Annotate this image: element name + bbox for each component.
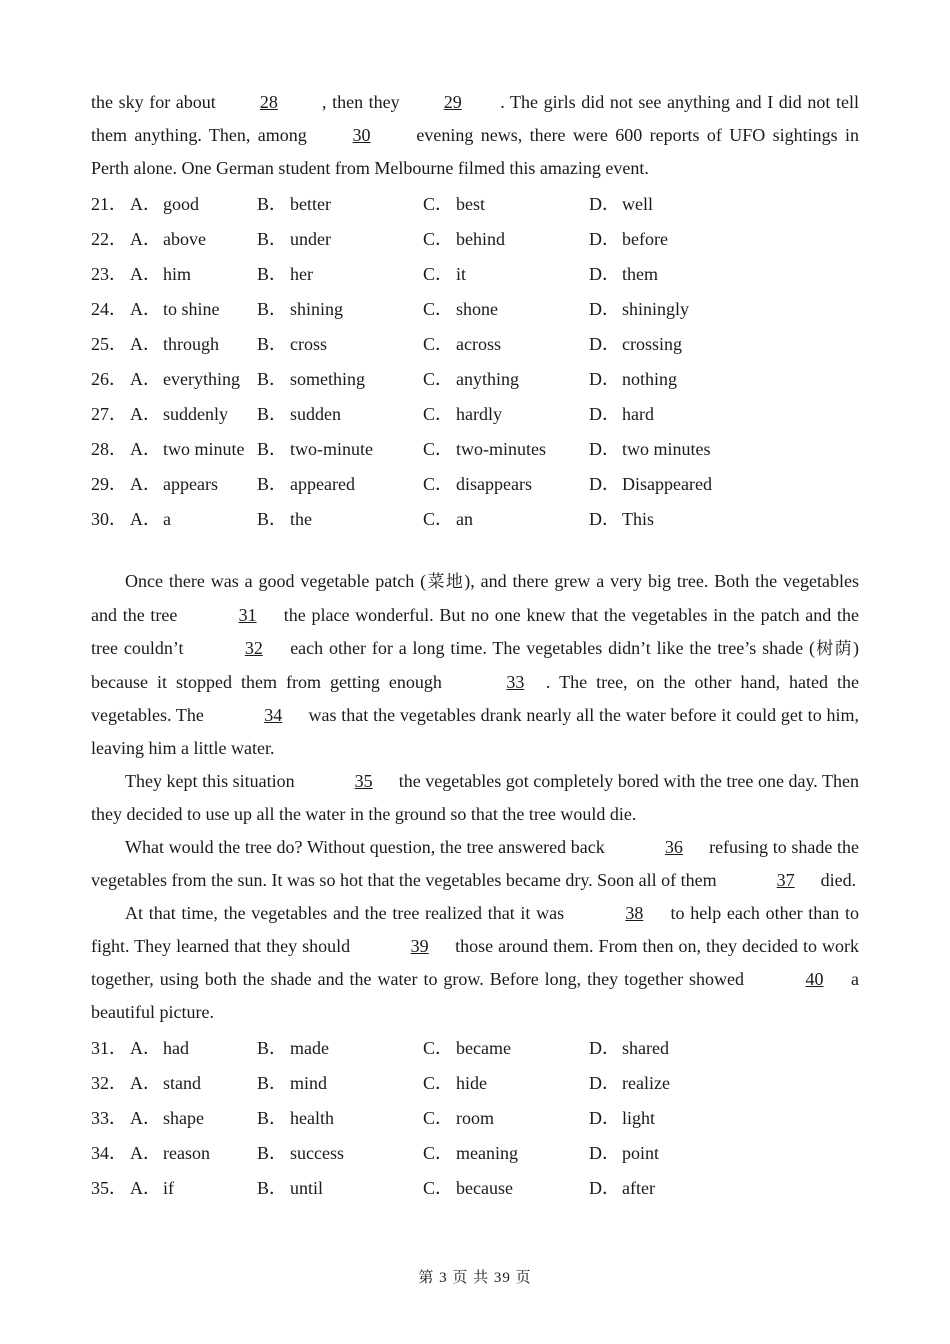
option-text: reason xyxy=(163,1142,210,1163)
option-text: until xyxy=(290,1177,324,1198)
option-b xyxy=(257,505,423,531)
option-d xyxy=(589,470,712,496)
option-letter: B． xyxy=(257,333,288,354)
option-a xyxy=(130,470,257,496)
option-text: This xyxy=(622,508,655,529)
question-row xyxy=(91,255,859,290)
question-number: 27． xyxy=(91,403,127,424)
option-d xyxy=(589,1069,670,1095)
option-letter: C． xyxy=(423,193,454,214)
option-letter: A． xyxy=(130,1107,161,1128)
option-text: two-minute xyxy=(290,438,373,459)
option-d xyxy=(589,295,689,321)
option-d xyxy=(589,435,711,461)
option-text: sudden xyxy=(290,403,341,424)
passage-2-paragraph-3 xyxy=(91,831,859,897)
option-text: success xyxy=(290,1142,344,1163)
option-letter: B． xyxy=(257,193,288,214)
option-letter: D． xyxy=(589,1142,620,1163)
option-c xyxy=(423,505,589,531)
option-a xyxy=(130,295,257,321)
option-c xyxy=(423,1174,589,1200)
option-b xyxy=(257,225,423,251)
passage-2-paragraph-2 xyxy=(91,765,859,831)
option-text: hardly xyxy=(456,403,502,424)
option-text: two minute xyxy=(163,438,245,459)
option-d xyxy=(589,1139,659,1165)
option-letter: D． xyxy=(589,403,620,424)
option-text: nothing xyxy=(622,368,678,389)
option-text: everything xyxy=(163,368,240,389)
option-letter: C． xyxy=(423,508,454,529)
blank-37: 37 xyxy=(776,870,795,890)
option-text: hard xyxy=(622,403,654,424)
option-text: through xyxy=(163,333,219,354)
option-letter: A． xyxy=(130,193,161,214)
question-row xyxy=(91,325,859,360)
option-letter: B． xyxy=(257,298,288,319)
option-text: anything xyxy=(456,368,519,389)
option-b xyxy=(257,190,423,216)
passage-2-paragraph-1 xyxy=(91,565,859,765)
option-text: realize xyxy=(622,1072,670,1093)
option-text: meaning xyxy=(456,1142,518,1163)
blank-30: 30 xyxy=(352,125,371,145)
option-text: above xyxy=(163,228,206,249)
option-letter: D． xyxy=(589,1177,620,1198)
option-letter: A． xyxy=(130,1142,161,1163)
option-a xyxy=(130,1174,257,1200)
question-row xyxy=(91,360,859,395)
question-number: 22． xyxy=(91,228,127,249)
option-b xyxy=(257,1139,423,1165)
option-text: best xyxy=(456,193,485,214)
option-letter: A． xyxy=(130,1177,161,1198)
option-b xyxy=(257,470,423,496)
option-letter: D． xyxy=(589,263,620,284)
option-letter: C． xyxy=(423,368,454,389)
option-letter: C． xyxy=(423,1072,454,1093)
passage-text: those around them. From then on, they decided to work together, using both the shade and the water to grow. Before long, they together showed xyxy=(91,936,859,989)
option-b xyxy=(257,330,423,356)
option-d xyxy=(589,1104,655,1130)
option-text: hide xyxy=(456,1072,487,1093)
option-text: an xyxy=(456,508,473,529)
blank-36: 36 xyxy=(664,837,683,857)
passage-text: At that time, the vegetables and the tree realized that it was xyxy=(125,903,570,923)
blank-35: 35 xyxy=(354,771,373,791)
option-letter: A． xyxy=(130,438,161,459)
option-text: before xyxy=(622,228,668,249)
option-a xyxy=(130,225,257,251)
option-d xyxy=(589,190,653,216)
passage-text: . The girls did not see anything and I did not tell them anything. Then, among xyxy=(91,92,859,145)
option-text: shone xyxy=(456,298,498,319)
option-text: two minutes xyxy=(622,438,711,459)
option-letter: D． xyxy=(589,298,620,319)
option-text: because xyxy=(456,1177,513,1198)
option-a xyxy=(130,400,257,426)
blank-38: 38 xyxy=(625,903,644,923)
option-letter: A． xyxy=(130,508,161,529)
option-a xyxy=(130,260,257,286)
option-a xyxy=(130,1034,257,1060)
question-row xyxy=(91,1134,859,1169)
blank-39: 39 xyxy=(410,936,429,956)
option-d xyxy=(589,260,658,286)
option-letter: C． xyxy=(423,403,454,424)
question-number: 29． xyxy=(91,473,127,494)
chinese-gloss: 菜地 xyxy=(426,572,465,592)
option-text: a xyxy=(163,508,171,529)
option-text: had xyxy=(163,1037,189,1058)
option-letter: D． xyxy=(589,368,620,389)
option-letter: A． xyxy=(130,263,161,284)
option-d xyxy=(589,225,668,251)
option-letter: C． xyxy=(423,438,454,459)
passage-text: ), and there grew a very big tree. Both the vegetables and the tree xyxy=(91,571,859,625)
option-text: cross xyxy=(290,333,327,354)
option-letter: B． xyxy=(257,438,288,459)
option-letter: D． xyxy=(589,228,620,249)
option-b xyxy=(257,1069,423,1095)
question-number: 28． xyxy=(91,438,127,459)
passage-text: was that the vegetables drank nearly all the water before it could get to him, leaving him a little water. xyxy=(91,705,859,758)
option-b xyxy=(257,400,423,426)
option-text: to shine xyxy=(163,298,220,319)
option-text: after xyxy=(622,1177,655,1198)
option-letter: D． xyxy=(589,1072,620,1093)
option-text: well xyxy=(622,193,653,214)
option-text: shape xyxy=(163,1107,204,1128)
option-a xyxy=(130,330,257,356)
blank-32: 32 xyxy=(244,638,263,658)
option-a xyxy=(130,435,257,461)
option-letter: C． xyxy=(423,333,454,354)
question-number: 31． xyxy=(91,1037,127,1058)
option-letter: D． xyxy=(589,1107,620,1128)
option-c xyxy=(423,1104,589,1130)
blank-40: 40 xyxy=(805,969,824,989)
question-row xyxy=(91,500,859,535)
option-text: better xyxy=(290,193,331,214)
option-text: shared xyxy=(622,1037,669,1058)
option-a xyxy=(130,365,257,391)
option-text: the xyxy=(290,508,312,529)
option-letter: C． xyxy=(423,1037,454,1058)
question-number: 32． xyxy=(91,1072,127,1093)
option-letter: A． xyxy=(130,298,161,319)
option-text: made xyxy=(290,1037,329,1058)
blank-34: 34 xyxy=(264,705,283,725)
option-c xyxy=(423,435,589,461)
option-text: something xyxy=(290,368,365,389)
option-text: suddenly xyxy=(163,403,228,424)
passage-text: to help each other than to fight. They learned that they should xyxy=(91,903,859,956)
option-letter: D． xyxy=(589,508,620,529)
option-c xyxy=(423,330,589,356)
option-text: two-minutes xyxy=(456,438,546,459)
passage-text: What would the tree do? Without question, the tree answered back xyxy=(125,837,610,857)
option-text: behind xyxy=(456,228,505,249)
question-number: 21． xyxy=(91,193,127,214)
option-letter: D． xyxy=(589,333,620,354)
option-b xyxy=(257,1104,423,1130)
option-d xyxy=(589,1174,655,1200)
passage-text: They kept this situation xyxy=(125,771,300,791)
option-text: him xyxy=(163,263,192,284)
passage-text: , then they xyxy=(316,92,406,112)
option-letter: D． xyxy=(589,1037,620,1058)
option-text: crossing xyxy=(622,333,682,354)
question-row xyxy=(91,220,859,255)
option-letter: D． xyxy=(589,438,620,459)
option-text: room xyxy=(456,1107,494,1128)
option-c xyxy=(423,295,589,321)
question-number: 24． xyxy=(91,298,127,319)
option-text: if xyxy=(163,1177,174,1198)
option-letter: B． xyxy=(257,473,288,494)
option-b xyxy=(257,365,423,391)
option-text: disappears xyxy=(456,473,532,494)
option-text: Disappeared xyxy=(622,473,712,494)
option-letter: B． xyxy=(257,368,288,389)
options-list-21-30 xyxy=(91,185,859,535)
option-text: mind xyxy=(290,1072,328,1093)
option-c xyxy=(423,400,589,426)
passage-text: evening news, there were 600 reports of UFO sightings in Perth alone. One German student from Melbourne filmed this amazing event. xyxy=(91,125,859,178)
option-letter: D． xyxy=(589,193,620,214)
option-letter: B． xyxy=(257,263,288,284)
option-text: good xyxy=(163,193,199,214)
option-c xyxy=(423,1069,589,1095)
option-letter: B． xyxy=(257,403,288,424)
option-text: health xyxy=(290,1107,334,1128)
passage-text: a beautiful picture. xyxy=(91,969,859,1022)
passage-text: died. xyxy=(816,870,857,890)
passage-text: the place wonderful. But no one knew that the vegetables in the patch and the tree couldn’t xyxy=(91,605,859,658)
option-text: point xyxy=(622,1142,660,1163)
option-letter: C． xyxy=(423,1142,454,1163)
passage-2-paragraph-4 xyxy=(91,897,859,1029)
option-b xyxy=(257,295,423,321)
blank-31: 31 xyxy=(238,605,257,625)
blank-29: 29 xyxy=(443,92,462,112)
option-letter: A． xyxy=(130,403,161,424)
option-letter: B． xyxy=(257,1177,288,1198)
option-d xyxy=(589,400,654,426)
option-c xyxy=(423,225,589,251)
option-letter: C． xyxy=(423,298,454,319)
option-text: appears xyxy=(163,473,218,494)
question-row xyxy=(91,185,859,220)
option-b xyxy=(257,1174,423,1200)
option-letter: A． xyxy=(130,368,161,389)
option-c xyxy=(423,190,589,216)
question-number: 23． xyxy=(91,263,127,284)
option-c xyxy=(423,470,589,496)
page-footer: 第 3 页 共 39 页 xyxy=(418,1270,532,1286)
passage-text: . The tree, on the other hand, hated the vegetables. The xyxy=(91,672,859,725)
passage-1-tail xyxy=(91,86,859,185)
option-c xyxy=(423,365,589,391)
question-number: 33． xyxy=(91,1107,127,1128)
question-number: 34． xyxy=(91,1142,127,1163)
question-number: 35． xyxy=(91,1177,127,1198)
option-a xyxy=(130,1069,257,1095)
option-text: appeared xyxy=(290,473,355,494)
option-text: shiningly xyxy=(622,298,690,319)
option-letter: C． xyxy=(423,228,454,249)
page-body xyxy=(91,86,859,1204)
passage-text: the sky for about xyxy=(91,92,222,112)
option-letter: A． xyxy=(130,1072,161,1093)
option-a xyxy=(130,505,257,531)
option-text: shining xyxy=(290,298,344,319)
option-letter: C． xyxy=(423,473,454,494)
option-b xyxy=(257,1034,423,1060)
passage-text: refusing to shade the vegetables from the sun. It was so hot that the vegetables became dry. Soon all of them xyxy=(91,837,859,890)
passage-text: ) because it stopped them from getting enough xyxy=(91,638,860,692)
option-b xyxy=(257,435,423,461)
question-row xyxy=(91,1064,859,1099)
passage-text: the vegetables got completely bored with the tree one day. Then they decided to use up all the water in the ground so that the tree would die. xyxy=(91,771,860,824)
option-text: across xyxy=(456,333,501,354)
option-text: stand xyxy=(163,1072,201,1093)
option-text: light xyxy=(622,1107,656,1128)
question-row xyxy=(91,290,859,325)
option-c xyxy=(423,1139,589,1165)
option-d xyxy=(589,1034,669,1060)
option-c xyxy=(423,260,589,286)
option-letter: B． xyxy=(257,508,288,529)
option-text: them xyxy=(622,263,658,284)
question-row xyxy=(91,465,859,500)
option-letter: B． xyxy=(257,1107,288,1128)
option-letter: A． xyxy=(130,473,161,494)
option-letter: A． xyxy=(130,228,161,249)
option-letter: B． xyxy=(257,1142,288,1163)
option-d xyxy=(589,330,682,356)
option-text: her xyxy=(290,263,313,284)
blank-28: 28 xyxy=(259,92,278,112)
question-row xyxy=(91,430,859,465)
option-d xyxy=(589,365,677,391)
question-row xyxy=(91,395,859,430)
option-letter: A． xyxy=(130,1037,161,1058)
option-letter: B． xyxy=(257,1037,288,1058)
question-number: 30． xyxy=(91,508,127,529)
question-number: 26． xyxy=(91,368,127,389)
question-number: 25． xyxy=(91,333,127,354)
option-c xyxy=(423,1034,589,1060)
option-text: it xyxy=(456,263,467,284)
options-list-31-35 xyxy=(91,1029,859,1204)
passage-text: Once there was a good vegetable patch ( xyxy=(125,571,427,591)
option-letter: A． xyxy=(130,333,161,354)
chinese-gloss: 树荫 xyxy=(814,639,854,659)
question-row xyxy=(91,1169,859,1204)
option-a xyxy=(130,1104,257,1130)
option-b xyxy=(257,260,423,286)
option-a xyxy=(130,1139,257,1165)
option-letter: B． xyxy=(257,228,288,249)
option-letter: C． xyxy=(423,263,454,284)
question-row xyxy=(91,1099,859,1134)
passage-text: each other for a long time. The vegetables didn’t like the tree’s shade ( xyxy=(284,638,815,658)
option-letter: C． xyxy=(423,1107,454,1128)
option-letter: D． xyxy=(589,473,620,494)
question-row xyxy=(91,1029,859,1064)
option-letter: B． xyxy=(257,1072,288,1093)
option-text: became xyxy=(456,1037,511,1058)
option-text: under xyxy=(290,228,331,249)
option-a xyxy=(130,190,257,216)
blank-33: 33 xyxy=(506,672,525,692)
option-letter: C． xyxy=(423,1177,454,1198)
option-d xyxy=(589,505,654,531)
